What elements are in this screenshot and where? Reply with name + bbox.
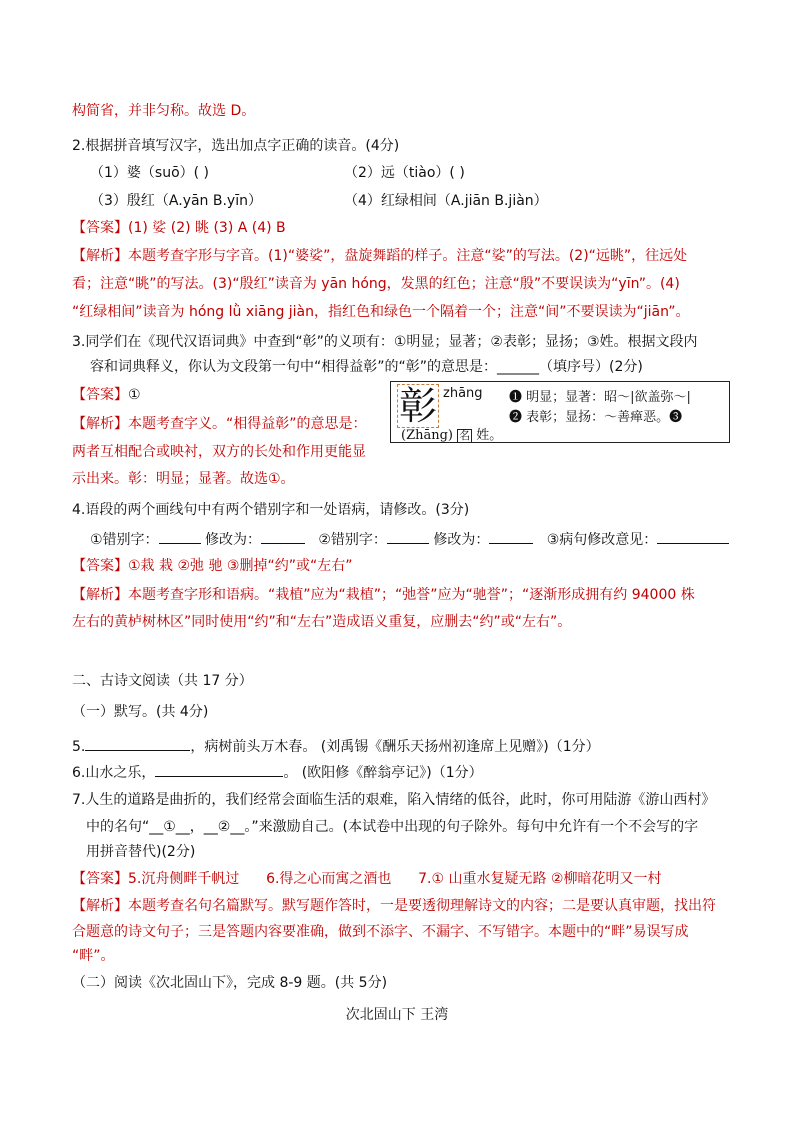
analysis-tag: 【解析】 [72, 416, 128, 432]
q2-analysis-2: 看；注意“眺”的写法。(3)“殷红”读音为 yān hóng，发黑的红色；注意“殷”不要误读为“yīn”。(4) [72, 276, 680, 292]
q3-analysis-1 [72, 414, 367, 434]
answer-5: 5.沉舟侧畔千帆过 [128, 871, 240, 887]
question-4-stem: 4.语段的两个画线句中有两个错别字和一处语病，请修改。(3分) [72, 502, 470, 518]
subsection-2-title: （二）阅读《次北固山下》，完成 8-9 题。(共 5分) [72, 975, 388, 991]
analysis-tag: 【解析】 [72, 587, 128, 603]
q4-blank-5[interactable] [657, 529, 729, 544]
q4-field-1-label: ①错别字： [90, 532, 159, 548]
q3-answer [72, 385, 141, 405]
dictionary-sense-1: ❶ 明显；显著：昭～|欲盖弥～| [509, 390, 691, 405]
q5-7-analysis-1 [72, 896, 716, 916]
dictionary-sense-3 [401, 424, 502, 443]
dictionary-surname-text: 姓。 [476, 428, 503, 443]
answer-text: ① [128, 387, 141, 403]
q4-analysis-1 [72, 585, 695, 605]
q4-blank-3[interactable] [387, 529, 429, 544]
subsection-1-title: （一）默写。(共 4分) [72, 704, 209, 720]
q6-text-a: 6.山水之乐， [72, 765, 156, 781]
answer-tag: 【答案】 [72, 387, 128, 403]
question-6 [72, 762, 483, 783]
q2-item-4: （4）红绿相间（A.jiān B.jiàn） [344, 193, 548, 209]
q4-field-1b-label: 修改为： [205, 532, 262, 548]
q6-text-b: 。 (欧阳修《醉翁亭记》)（1分） [283, 765, 483, 781]
question-3-stem-1: 3.同学们在《现代汉语词典》中查到“彰”的义项有：①明显；显著；②表彰；显扬；③姓。根据文段内 [72, 334, 698, 350]
q2-analysis-1 [72, 246, 687, 266]
dictionary-pinyin: zhāng [443, 386, 483, 401]
noun-badge: 名 [459, 429, 471, 442]
q2-answer [72, 218, 286, 238]
section-2-title: 二、古诗文阅读（共 17 分） [72, 673, 253, 689]
question-7-line-3: 用拼音替代)(2分) [86, 844, 196, 860]
question-7-line-2: 中的名句“__①__，__②__。”来激励自己。(本试卷中出现的句子除外。每句中允许有一个不会写的字 [86, 819, 699, 835]
question-7-line-1: 7.人生的道路是曲折的，我们经常会面临生活的艰难，陷入情绪的低谷，此时，你可用陆游《游山西村》 [72, 792, 716, 808]
answer-7: 7.① 山重水复疑无路 ②柳暗花明又一村 [418, 871, 662, 887]
q4-field-3-label: ③病句修改意见： [546, 532, 658, 548]
analysis-text: 本题考查名句名篇默写。默写题作答时，一是要透彻理解诗文的内容；二是要认真审题，找出符 [128, 898, 716, 914]
q5-7-analysis-2: 合题意的诗文句子；三是答题内容要准确，做到不添字、不漏字、不写错字。本题中的“畔”易误写成 [72, 924, 689, 940]
answer-tag: 【答案】 [72, 220, 128, 236]
question-3-stem-2: 容和词典释义，你认为文段第一句中“相得益彰”的“彰”的意思是：______（填序号）(2分) [90, 359, 643, 375]
analysis-tag: 【解析】 [72, 898, 128, 914]
q3-analysis-2: 两者互相配合或映衬，双方的长处和作用更能显 [72, 444, 366, 460]
q4-fill-line [90, 529, 729, 550]
answer-tag: 【答案】 [72, 558, 128, 574]
q5-blank[interactable] [85, 736, 190, 751]
q4-analysis-2: 左右的黄栌树林区”同时使用“约”和“左右”造成语义重复，应删去“约”或“左右”。 [72, 614, 572, 630]
analysis-text: 本题考查字义。“相得益彰”的意思是： [128, 416, 367, 432]
q5-text: ，病树前头万木春。 (刘禹锡《酬乐天扬州初逢席上见赠》)（1分） [190, 739, 600, 755]
answer-6: 6.得之心而寓之酒也 [266, 871, 392, 887]
q5-number: 5. [72, 739, 86, 755]
q5-7-answer [72, 869, 661, 889]
q4-blank-2[interactable] [261, 529, 305, 544]
dictionary-sense-2: ❷ 表彰；显扬：～善瘅恶。❸ [509, 410, 683, 425]
q4-answer [72, 556, 352, 576]
question-5 [72, 736, 600, 757]
q4-field-2-label: ②错别字： [318, 532, 387, 548]
q4-field-2b-label: 修改为： [433, 532, 490, 548]
answer-tag: 【答案】 [72, 871, 128, 887]
dictionary-headword: 彰 [398, 384, 437, 428]
poem-title: 次北固山下 王湾 [345, 1007, 449, 1023]
q6-blank[interactable] [155, 762, 283, 777]
q3-analysis-3: 示出来。彰：明显；显著。故选①。 [72, 471, 295, 487]
continued-analysis-line: 构简省，并非匀称。故选 D。 [72, 103, 256, 119]
answer-text: (1) 娑 (2) 眺 (3) A (4) B [128, 220, 286, 236]
analysis-text: 本题考查字形和语病。“栽植”应为“栽植”；“弛誉”应为“驰誉”；“逐渐形成拥有约 94000 株 [128, 587, 695, 603]
q2-analysis-3: “红绿相间”读音为 hóng lǜ xiāng jiàn，指红色和绿色一个隔着一个；注意“间”不要误读为“jiān”。 [72, 304, 690, 320]
q5-7-analysis-3: “畔”。 [72, 948, 115, 964]
analysis-tag: 【解析】 [72, 248, 128, 264]
question-2-stem: 2.根据拼音填写汉字，选出加点字正确的读音。(4分) [72, 138, 400, 154]
q2-item-1: （1）婆（suō）( ) [90, 165, 210, 181]
analysis-text: 本题考查字形与字音。(1)“婆娑”，盘旋舞蹈的样子。注意“娑”的写法。(2)“远眺”，往远处 [128, 248, 688, 264]
q2-item-3: （3）殷红（A.yān B.yīn） [90, 193, 262, 209]
dictionary-entry-image [390, 381, 730, 443]
answer-text: ①栽 栽 ②弛 驰 ③删掉“约”或“左右” [128, 558, 353, 574]
dictionary-surname-pinyin: (Zhāng) [401, 428, 453, 443]
q2-item-2: （2）远（tiào）( ) [344, 165, 465, 181]
q4-blank-1[interactable] [159, 529, 201, 544]
q4-blank-4[interactable] [489, 529, 533, 544]
